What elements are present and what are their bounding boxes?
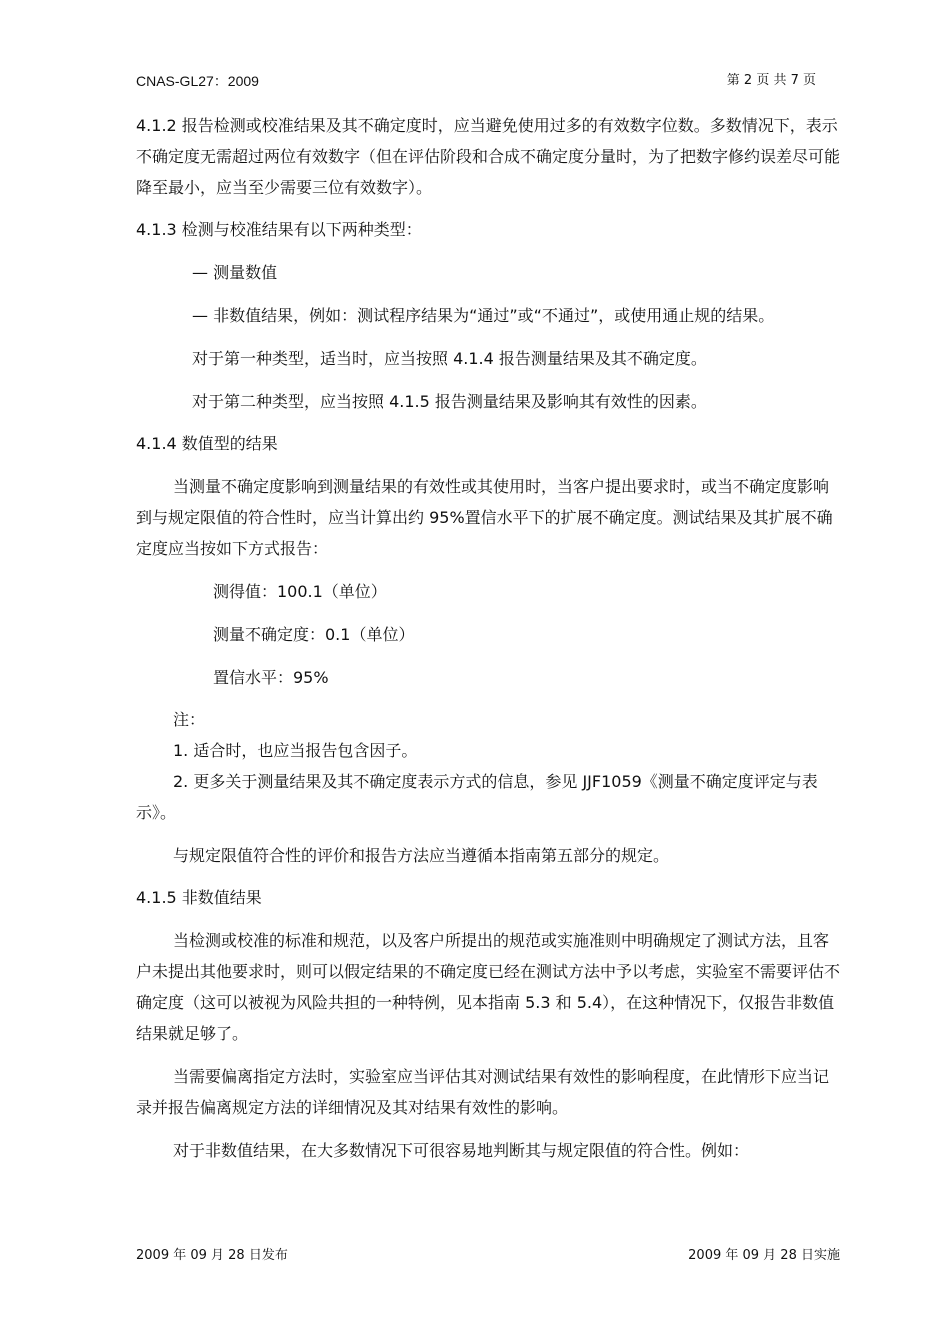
confidence-level: 置信水平：95% [213,668,329,687]
measurement-uncertainty: 测量不确定度：0.1（单位） [213,625,415,644]
section-4-1-3: 4.1.3 检测与校准结果有以下两种类型： [136,220,422,239]
section-4-1-5-paragraph-1: 当检测或校准的标准和规范，以及客户所提出的规范或实施准则中明确规定了测试方法，且客户未提出其他要求时，则可以假定结果的不确定度已经在测试方法中予以考虑，实验室不需要评估不确定度（这可以被视为风险共担的一种特例，见本指南 5.3 和 5.4），在这种情况下，仅报告非数值结果就足够了。 [136,931,841,1043]
note-2: 2. 更多关于测量结果及其不确定度表示方式的信息，参见 JJF1059《测量不确定度评定与表示》。 [136,772,818,822]
result-type-2: — 非数值结果，例如：测试程序结果为“通过”或“不通过”，或使用通止规的结果。 [192,306,775,325]
result-type-1: — 测量数值 [192,263,278,282]
document-body [136,110,840,1166]
publish-date: 2009 年 09 月 28 日发布 [136,1248,288,1263]
section-4-1-2: 4.1.2 报告检测或校准结果及其不确定度时，应当避免使用过多的有效数字位数。多数情况下，表示不确定度无需超过两位有效数字（但在评估阶段和合成不确定度分量时，为了把数字修约误差尽可能降至最小，应当至少需要三位有效数字）。 [136,116,841,197]
section-4-1-4-compliance: 与规定限值符合性的评价和报告方法应当遵循本指南第五部分的规定。 [173,846,670,865]
section-4-1-5-title: 4.1.5 非数值结果 [136,888,262,907]
page-number: 第 2 页 共 7 页 [726,73,816,88]
section-4-1-5-paragraph-2: 当需要偏离指定方法时，实验室应当评估其对测试结果有效性的影响程度，在此情形下应当记录并报告偏离规定方法的详细情况及其对结果有效性的影响。 [136,1067,830,1117]
section-4-1-4-title: 4.1.4 数值型的结果 [136,434,278,453]
implement-date: 2009 年 09 月 28 日实施 [688,1248,840,1263]
type-1-reference: 对于第一种类型，适当时，应当按照 4.1.4 报告测量结果及其不确定度。 [192,349,707,368]
type-2-reference: 对于第二种类型，应当按照 4.1.5 报告测量结果及影响其有效性的因素。 [192,392,707,411]
section-4-1-5-paragraph-3: 对于非数值结果，在大多数情况下可很容易地判断其与规定限值的符合性。例如： [173,1141,750,1160]
note-label: 注： [173,710,206,729]
section-4-1-4-paragraph: 当测量不确定度影响到测量结果的有效性或其使用时，当客户提出要求时，或当不确定度影响到与规定限值的符合性时，应当计算出约 95%置信水平下的扩展不确定度。测试结果及其扩展不确定度应当按如下方式报告： [136,477,833,558]
page-footer [136,1245,840,1267]
note-1: 1. 适合时，也应当报告包含因子。 [173,741,418,760]
document-id: CNAS-GL27：2009 [136,73,259,89]
measured-value: 测得值：100.1（单位） [213,582,387,601]
page-header [136,70,816,92]
